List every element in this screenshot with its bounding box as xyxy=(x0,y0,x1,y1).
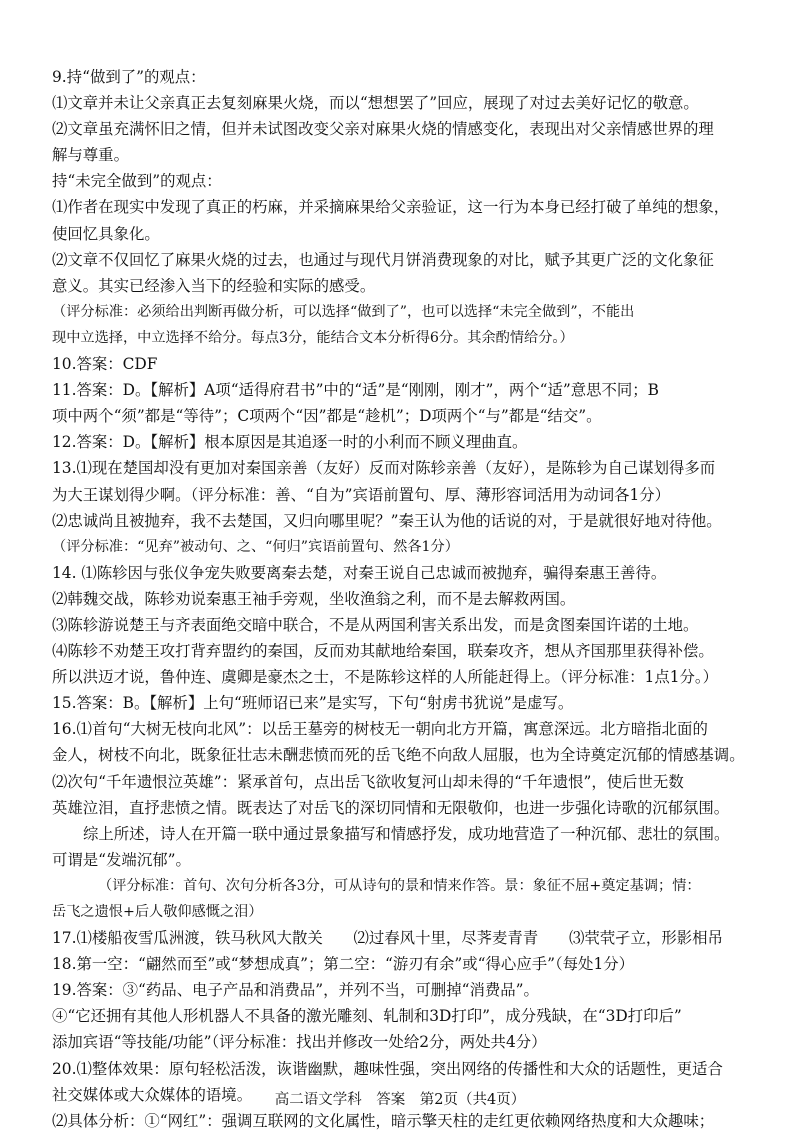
text-line: 意义。其实已经渗入当下的经验和实际的感受。 xyxy=(52,276,376,295)
text-line: 项中两个“须”都是“等待”；C项两个“因”都是“趁机”；D项两个“与”都是“结交”。 xyxy=(52,407,602,426)
text-line: 可谓是“发端沉郁”。 xyxy=(52,850,191,869)
text-line: 为大王谋划得少啊。（评分标准：善、“自为”宾语前置句、厚、薄形容词活用为动词各1分） xyxy=(52,485,671,504)
text-line: ⑴文章并未让父亲真正去复刻麻果火烧，而以“想想罢了”回应，展现了对过去美好记忆的敬意。 xyxy=(52,94,699,113)
text-line: ⑵具体分析：①“网红”：强调互联网的文化属性，暗示擎天柱的走红更依赖网络热度和大众趣味； xyxy=(52,1111,715,1130)
answer-body xyxy=(52,64,754,1134)
text-line: 解与尊重。 xyxy=(52,146,129,165)
text-line: 9.持“做到了”的观点： xyxy=(52,68,206,86)
text-line: 英雄泣泪，直抒悲愤之情。既表达了对岳飞的深切同情和无限敬仰，也进一步强化诗歌的沉郁氛围。 xyxy=(52,798,730,817)
text-line: 添加宾语“等技能/功能”（评分标准：找出并修改一处给2分，两处共4分） xyxy=(52,1033,547,1052)
text-line: 19.答案：③“药品、电子产品和消费品”，并列不当，可删掉“消费品”。 xyxy=(52,981,539,1000)
text-line: ④“它还拥有其他人形机器人不具备的激光雕刻、轧制和3D打印”，成分残缺，在“3D打印后” xyxy=(52,1007,682,1026)
text-line: 金人，树枝不向北，既象征壮志未酬悲愤而死的岳飞绝不向敌人屈服，也为全诗奠定沉郁的情感基调。 xyxy=(52,746,745,765)
text-line: 使回忆具象化。 xyxy=(52,224,160,243)
text-line: ⑷陈轸不劝楚王攻打背弃盟约的秦国，反而劝其献地给秦国，联秦攻齐，想从齐国那里获得补偿。 xyxy=(52,642,714,661)
text-line: 综上所述，诗人在开篇一联中通过景象描写和情感抒发，成功地营造了一种沉郁、悲壮的氛围。 xyxy=(83,824,730,843)
text-line: 所以洪迈才说，鲁仲连、虞卿是豪杰之士，不是陈轸这样的人所能赶得上。（评分标准：1点1分。） xyxy=(52,668,718,687)
text-line: 14. ⑴陈轸因与张仪争宠失败要离秦去楚，对秦王说自己忠诚而被抛弃，骗得秦惠王善待。 xyxy=(52,563,667,582)
text-line: 17.⑴楼船夜雪瓜洲渡，铁马秋风大散关 ⑵过春风十里，尽荠麦青青 ⑶茕茕孑立，形影相吊 xyxy=(52,929,723,948)
scoring-note: 现中立选择，中立选择不给分。每点3分，能结合文本分析得6分。其余酌情给分。） xyxy=(52,329,574,346)
text-line: 持“未完全做到”的观点： xyxy=(52,172,222,191)
text-line: 18.第一空：“翩然而至”或“梦想成真”；第二空：“游刃有余”或“得心应手”（每处1分） xyxy=(52,955,635,974)
scoring-note: （评分标准：首句、次句分析各3分，可从诗句的景和情来作答。景：象征不屈+奠定基调；情： xyxy=(98,877,701,894)
text-line: 10.答案：CDF xyxy=(52,355,158,374)
scoring-note: （评分标准：必须给出判断再做分析，可以选择“做到了”，也可以选择“未完全做到”，不能出 xyxy=(52,303,635,320)
text-line: ⑵忠诚尚且被抛弃，我不去楚国，又归向哪里呢？”秦王认为他的话说的对，于是就很好地对待他。 xyxy=(52,511,722,530)
text-line: ⑵次句“千年遗恨泣英雄”：紧承首句，点出岳飞欲收复河山却未得的“千年遗恨”，使后世无数 xyxy=(52,772,684,791)
text-line: 15.答案：B。【解析】上句“班师诏已来”是实写，下句“射虏书犹说”是虚写。 xyxy=(52,694,574,713)
text-line: 社交媒体或大众媒体的语境。 xyxy=(52,1085,253,1104)
text-line: ⑶陈轸游说楚王与齐表面绝交暗中联合，不是从两国利害关系出发，而是贪图秦国许诺的土地。 xyxy=(52,615,699,634)
text-line: 13.⑴现在楚国却没有更加对秦国亲善（友好）反而对陈轸亲善（友好），是陈轸为自己谋划得多而 xyxy=(52,459,716,478)
page-footer: 高二语文学科 答案 第2页（共4页） xyxy=(274,1092,526,1108)
text-line: ⑵韩魏交战，陈轸劝说秦惠王袖手旁观，坐收渔翁之利，而不是去解救两国。 xyxy=(52,589,576,608)
text-line: 11.答案：D。【解析】A项“适得府君书”中的“适”是“刚刚，刚才”，两个“适”意思不同；B xyxy=(52,381,659,400)
text-line: 12.答案：D。【解析】根本原因是其追逐一时的小利而不顾义理曲直。 xyxy=(52,433,528,452)
scoring-note: 岳飞之遗恨+后人敬仰感慨之泪） xyxy=(52,904,263,920)
scoring-note: （评分标准：“见弃”被动句、之、“何归”宾语前置句、然各1分） xyxy=(52,538,459,555)
text-line: ⑵文章不仅回忆了麻果火烧的过去，也通过与现代月饼消费现象的对比，赋予其更广泛的文化象征 xyxy=(52,250,714,269)
text-line: ⑵文章虽充满怀旧之情，但并未试图改变父亲对麻果火烧的情感变化，表现出对父亲情感世界的理 xyxy=(52,120,714,139)
text-line: ⑴作者在现实中发现了真正的朽麻，并采摘麻果给父亲验证，这一行为本身已经打破了单纯的想象， xyxy=(52,198,730,217)
text-line: 16.⑴首句“大树无枝向北风”：以岳王墓旁的树枝无一朝向北方开篇，寓意深远。北方暗指北面的 xyxy=(52,720,708,739)
text-line: 20.⑴整体效果：原句轻松活泼，诙谐幽默，趣味性强，突出网络的传播性和大众的话题性，更适合 xyxy=(52,1059,723,1078)
